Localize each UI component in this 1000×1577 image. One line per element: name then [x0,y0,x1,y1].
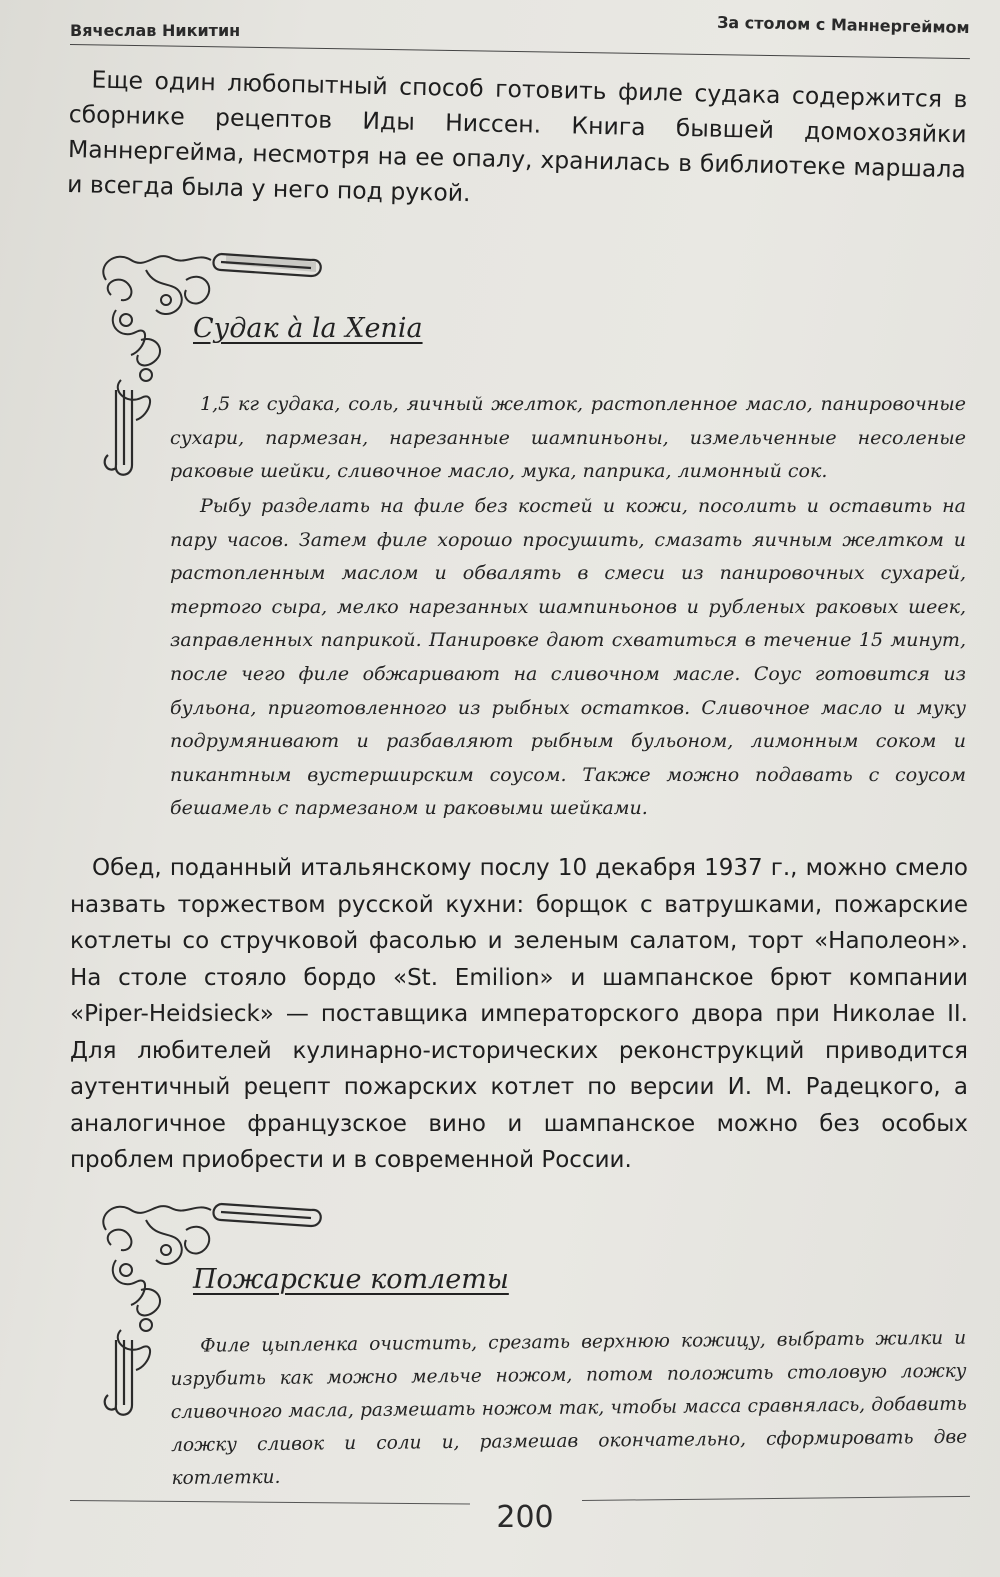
header-book-title: За столом с Маннергеймом [717,12,971,37]
running-header [70,12,971,48]
recipe-2-title: Пожарские котлеты [193,1264,509,1295]
middle-text: Обед, поданный итальянскому послу 10 декабря 1937 г., можно смело назвать торжеством русской кухни: борщок с ватрушками, пожарские котлеты со стручковой фасолью и зеленым салатом, торт «Наполеон». На столе стояло бордо «St. Emilion» и шампанское брют компании «Piper-Heidsieck» — поставщика императорского двора при Николае II. Для любителей кулинарно-исторических реконструкций приводится аутентичный рецепт пожарских котлет по версии И. М. Радецкого, а аналогичное французское вино и шампанское можно без особых проблем приобрести и в современной России. [70,855,968,1173]
footer-rule-right [582,1496,970,1501]
recipe-2-method [170,1322,968,1495]
intro-text: Еще один любопытный способ готовить филе судака содержится в сборнике рецептов Иды Ниссен. Книга бывшей домохозяйки Маннергейма, несмотря на ее опалу, хранилась в библиотеке маршала и всегда была у него под рукой. [66,65,968,208]
footer-rule-left [70,1500,470,1504]
middle-paragraph [70,850,968,1179]
page-number: 200 [496,1500,554,1535]
recipe-1-method-text: Рыбу разделать на филе без костей и кожи, посолить и оставить на пару часов. Затем филе хорошо просушить, смазать яичным желтком и растопленным маслом и обвалять в смеси из панировочных сухарей, тертого сыра, мелко нарезанных шампиньонов и рубленых раковых шеек, заправленных паприкой. Панировке дают схватиться в течение 15 минут, после чего филе обжаривают на сливочном масле. Соус готовится из бульона, приготовленного из рыбных остатков. Сливочное масло и муку подрумянивают и разбавляют рыбным бульоном, лимонным соком и пикантным вустерширским соусом. Также можно подавать с соусом бешамель с пармезаном и раковыми шейками. [170,495,966,820]
recipe-1-title: Судак à la Xenia [193,313,423,344]
intro-paragraph [67,62,968,222]
recipe-1-method [170,490,966,826]
recipe-1-ingredients-text: 1,5 кг судака, соль, яичный желток, растопленное масло, панировочные сухари, пармезан, нарезанные шампиньоны, измельченные несоленые раковые шейки, сливочное масло, мука, паприка, лимонный сок. [170,393,966,483]
recipe-1-ingredients [170,388,966,489]
header-author: Вячеслав Никитин [70,21,241,40]
recipe-2-method-text: Филе цыпленка очистить, срезать верхнюю кожицу, выбрать жилки и изрубить как можно мельче ножом, потом положить столовую ложку сливочного масла, размешать ножом так, чтобы масса сравнялась, добавить ложку сливок и соли и, размешав окончательно, сформировать две котлетки. [170,1327,968,1489]
